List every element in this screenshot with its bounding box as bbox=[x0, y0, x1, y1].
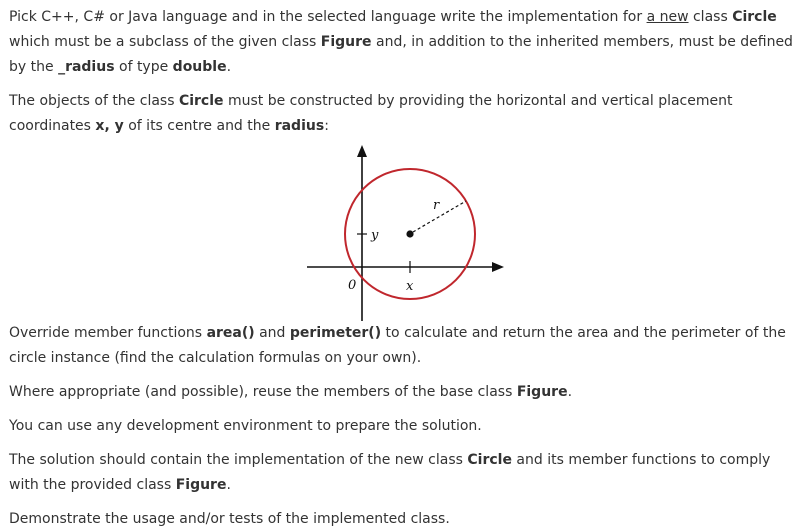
paragraph-demonstrate bbox=[9, 507, 795, 532]
text: which must be a subclass of the given class bbox=[9, 34, 321, 50]
text: You can use any development environment to prepare the solution. bbox=[9, 418, 482, 434]
bold-text: radius bbox=[274, 118, 325, 134]
text: to calculate and return the area and the perimeter of the circle instance (find the calculation formulas on your own). bbox=[9, 325, 786, 366]
bold-text: Circle bbox=[178, 93, 224, 109]
text: The objects of the class bbox=[9, 93, 179, 109]
text: . bbox=[567, 384, 573, 400]
underlined-text: a new bbox=[646, 9, 689, 25]
text: : bbox=[324, 118, 329, 134]
text: Override member functions bbox=[9, 325, 207, 341]
bold-text: Figure bbox=[516, 384, 568, 400]
centre-point bbox=[406, 230, 413, 237]
text: The solution should contain the implementation of the new class bbox=[9, 452, 468, 468]
bold-text: Figure bbox=[320, 34, 372, 50]
paragraph-constructor bbox=[9, 89, 795, 139]
text: and its member functions to comply with the provided class bbox=[9, 452, 771, 493]
bold-text: _radius bbox=[58, 59, 115, 75]
text: . bbox=[226, 59, 232, 75]
text: Where appropriate (and possible), reuse the members of the base class bbox=[9, 384, 517, 400]
text: and, in addition to the inherited members, must be defined by the bbox=[9, 34, 793, 75]
radius-label: r bbox=[433, 198, 440, 213]
text: and bbox=[254, 325, 290, 341]
paragraph-environment bbox=[9, 414, 795, 439]
x-label: x bbox=[406, 279, 414, 294]
paragraph-reuse bbox=[9, 380, 795, 405]
bold-text: Circle bbox=[732, 9, 777, 25]
text: must be constructed by providing the horizontal and vertical placement coordinates bbox=[9, 93, 733, 134]
paragraph-override bbox=[9, 321, 795, 371]
text: of its centre and the bbox=[123, 118, 275, 134]
paragraph-solution bbox=[9, 448, 795, 498]
bold-text: double bbox=[172, 59, 227, 75]
text: Demonstrate the usage and/or tests of the implemented class. bbox=[9, 511, 450, 527]
x-axis-arrow bbox=[492, 262, 504, 272]
paragraph-task bbox=[9, 5, 795, 80]
y-axis-arrow bbox=[357, 145, 367, 157]
bold-text: Figure bbox=[175, 477, 227, 493]
radius-line bbox=[413, 201, 466, 232]
bold-text: Circle bbox=[467, 452, 512, 468]
text: of type bbox=[114, 59, 173, 75]
text: class bbox=[688, 9, 733, 25]
text: Pick C++, C# or Java language and in the selected language write the implementation for bbox=[9, 9, 647, 25]
y-label: y bbox=[371, 228, 379, 243]
circle-diagram bbox=[9, 143, 805, 321]
text: . bbox=[226, 477, 231, 493]
circle-diagram-svg bbox=[304, 143, 514, 321]
bold-text: area() bbox=[206, 325, 255, 341]
bold-text: perimeter() bbox=[289, 325, 382, 341]
origin-label: 0 bbox=[348, 278, 357, 293]
bold-text: x, y bbox=[95, 118, 124, 134]
